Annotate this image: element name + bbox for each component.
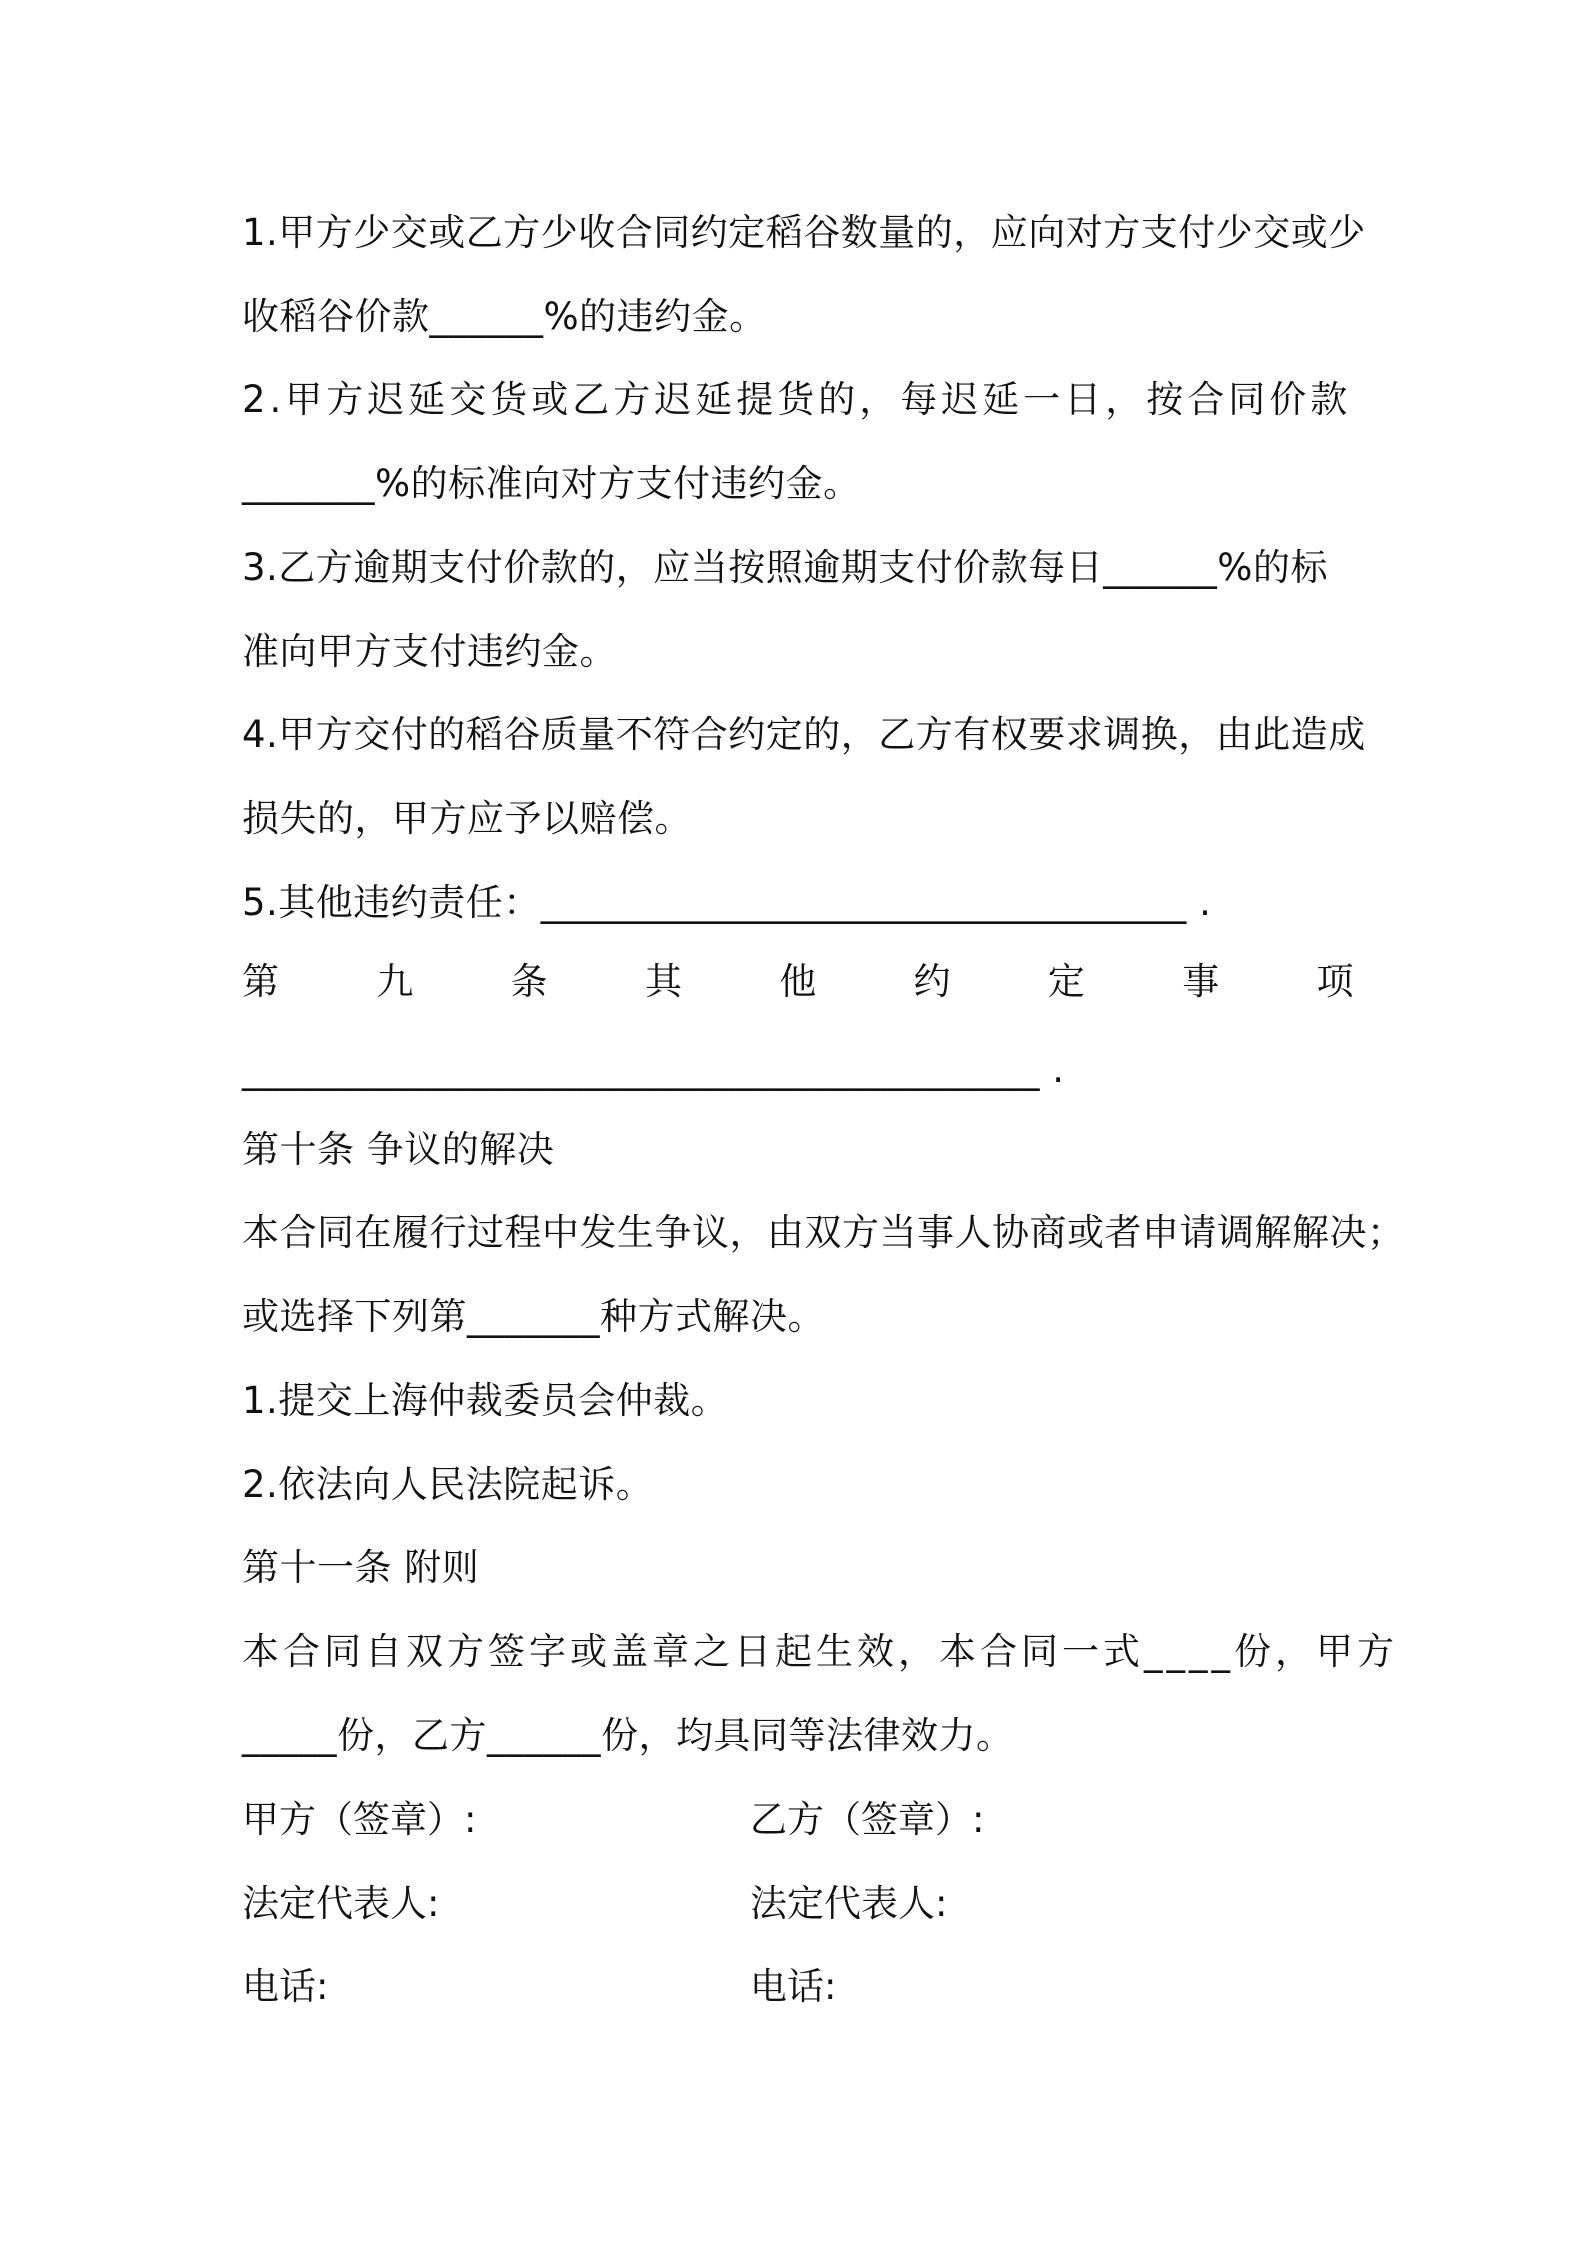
party-b-rep-label: 法定代表人:: [750, 1882, 948, 1925]
party-a-seal-label: 甲方（签章）:: [242, 1798, 477, 1841]
article8-item1-line1: 1.甲方少交或乙方少收合同约定稻谷数量的，应向对方支付少交或少: [242, 211, 1366, 254]
article10-para-line2: 或选择下列第_______种方式解决。: [242, 1295, 825, 1338]
article9-heading-char: 九: [376, 960, 414, 1003]
article11-para-line2: _____份，乙方______份，均具同等法律效力。: [242, 1714, 1014, 1757]
article9-blank-line: __________________________________________ .: [242, 1048, 1065, 1091]
article8-item5: 5.其他违约责任：__________________________________ .: [242, 881, 1212, 924]
article9-heading-char: 事: [1182, 960, 1220, 1003]
article9-heading-char: 他: [779, 960, 817, 1003]
article10-para-line1: 本合同在履行过程中发生争议，由双方当事人协商或者申请调解解决；: [242, 1211, 1405, 1254]
party-a-rep-label: 法定代表人:: [242, 1882, 440, 1925]
article8-item4-line1: 4.甲方交付的稻谷质量不符合约定的，乙方有权要求调换，由此造成: [242, 713, 1366, 756]
article10-option1: 1.提交上海仲裁委员会仲裁。: [242, 1379, 729, 1422]
party-b-phone-label: 电话:: [750, 1965, 837, 2008]
article9-heading-char: 其: [644, 960, 683, 1003]
article8-item2-line2: _______%的标准向对方支付违约金。: [242, 462, 861, 505]
article9-heading-char: 约: [913, 960, 952, 1003]
article9-heading-char: 条: [510, 960, 549, 1003]
article8-item4-line2: 损失的，甲方应予以赔偿。: [242, 797, 692, 840]
article9-heading-char: 项: [1316, 960, 1354, 1003]
article8-item2-line1: 2.甲方迟延交货或乙方迟延提货的，每迟延一日，按合同价款: [242, 378, 1352, 421]
article9-heading-char: 第: [242, 960, 280, 1003]
article10-heading: 第十条 争议的解决: [242, 1128, 555, 1171]
party-b-seal-label: 乙方（签章）:: [750, 1798, 985, 1841]
article11-heading: 第十一条 附则: [242, 1546, 480, 1589]
article11-para-line1: 本合同自双方签字或盖章之日起生效，本合同一式____份，甲方: [242, 1630, 1398, 1673]
article9-heading: [242, 957, 1354, 1007]
party-a-phone-label: 电话:: [242, 1965, 329, 2008]
article8-item1-line2: 收稻谷价款______%的违约金。: [242, 295, 767, 338]
article8-item3-line1: 3.乙方逾期支付价款的，应当按照逾期支付价款每日______%的标: [242, 546, 1328, 589]
article10-option2: 2.依法向人民法院起诉。: [242, 1463, 654, 1506]
article8-item3-line2: 准向甲方支付违约金。: [242, 630, 617, 673]
article9-heading-char: 定: [1047, 960, 1086, 1003]
